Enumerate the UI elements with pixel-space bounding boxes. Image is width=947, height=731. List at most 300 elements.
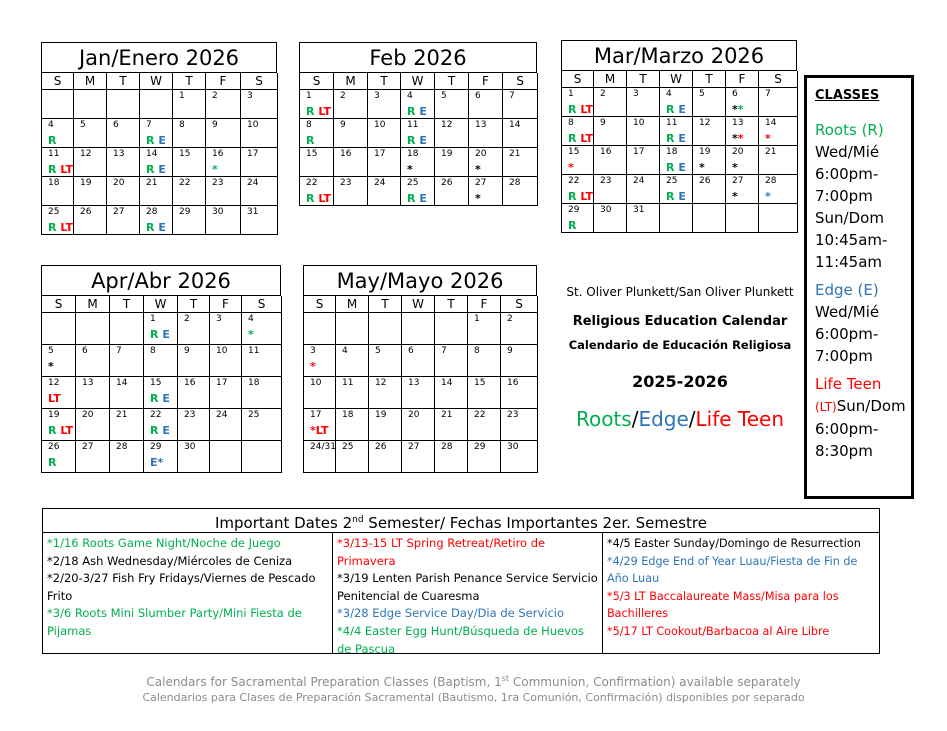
- weekday-header: T: [435, 73, 469, 90]
- calendar-title: Feb 2026: [300, 43, 537, 73]
- day-cell: [304, 313, 336, 345]
- important-dates-heading: [43, 509, 879, 533]
- day-cell: [401, 119, 435, 148]
- weekday-header: S: [300, 73, 334, 90]
- day-number: 17: [216, 378, 228, 388]
- day-number: 17: [247, 149, 259, 159]
- day-cell: [144, 441, 178, 473]
- day-number: 3: [216, 314, 222, 324]
- day-number: 3: [633, 89, 639, 99]
- class-markers: [150, 328, 170, 341]
- day-cell: [242, 441, 282, 473]
- day-cell: [110, 345, 144, 377]
- class-markers: [475, 163, 481, 176]
- day-number: 27: [475, 178, 487, 188]
- calendar-title-english: Religious Education Calendar: [572, 314, 788, 329]
- class-marker: E: [674, 161, 686, 174]
- day-cell: [334, 148, 368, 177]
- day-cell: [369, 313, 402, 345]
- roots-line: Wed/Mié: [815, 143, 880, 161]
- lifeteen-group: [815, 373, 911, 462]
- day-cell: [627, 88, 660, 117]
- day-number: 25: [48, 207, 60, 217]
- weekday-header: M: [336, 296, 369, 313]
- class-marker: *: [732, 161, 738, 174]
- day-number: 27: [732, 176, 744, 186]
- class-marker: E: [674, 190, 686, 203]
- day-number: 2: [184, 314, 190, 324]
- day-cell: [402, 377, 435, 409]
- day-cell: [173, 206, 206, 235]
- calendar-january: [41, 42, 277, 235]
- day-cell: [435, 148, 469, 177]
- day-number: 6: [732, 89, 738, 99]
- dates-column-2: [333, 533, 603, 654]
- class-marker: *: [765, 132, 771, 145]
- day-cell: [402, 345, 435, 377]
- day-cell: [242, 409, 282, 441]
- day-number: 31: [633, 205, 645, 215]
- day-number: 1: [568, 89, 574, 99]
- day-cell: [173, 119, 206, 148]
- day-cell: [759, 146, 798, 175]
- day-cell: [660, 117, 693, 146]
- day-cell: [42, 177, 74, 206]
- day-cell: [435, 177, 469, 206]
- class-marker: R: [666, 190, 675, 203]
- important-date-item: *5/3 LT Baccalaureate Mass/Misa para los Bachilleres: [607, 589, 839, 621]
- day-cell: [42, 313, 76, 345]
- day-cell: [468, 409, 501, 441]
- weekday-header: T: [107, 73, 140, 90]
- day-cell: [726, 88, 759, 117]
- class-marker: R: [568, 190, 577, 203]
- day-cell: [627, 146, 660, 175]
- day-cell: [594, 175, 627, 204]
- class-markers: [568, 190, 593, 203]
- day-cell: [206, 119, 241, 148]
- weekday-header: T: [435, 296, 468, 313]
- day-cell: [726, 117, 759, 146]
- day-number: 28: [116, 442, 128, 452]
- class-marker: LT: [314, 105, 332, 118]
- roots-line: 7:00pm: [815, 187, 873, 205]
- program-slash: /: [631, 407, 639, 431]
- weekday-header: T: [173, 73, 206, 90]
- class-marker: E: [154, 163, 166, 176]
- day-cell: [42, 345, 76, 377]
- day-number: 28: [765, 176, 777, 186]
- day-cell: [42, 441, 76, 473]
- day-number: 24: [374, 178, 386, 188]
- day-number: 12: [375, 378, 387, 388]
- day-cell: [144, 313, 178, 345]
- day-number: 24: [633, 176, 645, 186]
- class-marker: E: [158, 392, 170, 405]
- day-cell: [594, 117, 627, 146]
- day-number: 15: [179, 149, 191, 159]
- day-number: 29: [150, 442, 162, 452]
- day-cell: [334, 177, 368, 206]
- class-marker: *: [699, 161, 705, 174]
- day-cell: [726, 204, 759, 233]
- day-number: 2: [507, 314, 513, 324]
- day-number: 13: [113, 149, 125, 159]
- class-markers: [407, 163, 413, 176]
- day-cell: [562, 204, 594, 233]
- day-cell: [42, 206, 74, 235]
- day-cell: [76, 409, 110, 441]
- important-date-item: *2/18 Ash Wednesday/Miércoles de Ceniza: [47, 553, 293, 568]
- day-number: 30: [600, 205, 612, 215]
- class-markers: [48, 392, 61, 405]
- school-year: 2025-2026: [632, 372, 728, 391]
- day-cell: [368, 119, 401, 148]
- day-cell: [336, 345, 369, 377]
- day-cell: [627, 204, 660, 233]
- day-number: 22: [179, 178, 191, 188]
- day-number: 5: [441, 91, 447, 101]
- day-cell: [501, 377, 538, 409]
- day-cell: [759, 88, 798, 117]
- class-marker: R: [150, 424, 159, 437]
- day-cell: [107, 206, 140, 235]
- day-cell: [402, 409, 435, 441]
- weekday-header: T: [178, 296, 210, 313]
- roots-line: 11:45am: [815, 253, 883, 271]
- weekday-header: W: [660, 71, 693, 88]
- day-cell: [42, 90, 74, 119]
- weekday-header: F: [468, 296, 501, 313]
- day-cell: [304, 377, 336, 409]
- day-number: 18: [248, 378, 260, 388]
- class-marker: R: [146, 221, 155, 234]
- day-number: 29: [179, 207, 191, 217]
- day-number: 10: [633, 118, 645, 128]
- class-marker: E: [674, 132, 686, 145]
- weekday-header: W: [402, 296, 435, 313]
- day-cell: [503, 90, 538, 119]
- day-cell: [144, 345, 178, 377]
- day-cell: [627, 117, 660, 146]
- class-marker: R: [407, 105, 416, 118]
- day-number: 8: [306, 120, 312, 130]
- class-marker: LT: [56, 163, 74, 176]
- day-cell: [401, 148, 435, 177]
- day-number: 21: [146, 178, 158, 188]
- day-number: 26: [80, 207, 92, 217]
- important-date-item: *4/4 Easter Egg Hunt/Búsqueda de Huevos de Pascua: [337, 623, 585, 656]
- edge-line: 7:00pm: [815, 347, 873, 365]
- day-number: 15: [306, 149, 318, 159]
- class-marker: *: [157, 456, 164, 469]
- class-markers: [732, 161, 738, 174]
- day-number: 2: [600, 89, 606, 99]
- heading-part: Semester/ Fechas Importantes 2er. Semestre: [363, 514, 707, 532]
- day-cell: [42, 119, 74, 148]
- class-marker: LT: [48, 392, 61, 405]
- day-cell: [206, 90, 241, 119]
- class-marker: *: [48, 360, 54, 373]
- day-number: 6: [475, 91, 481, 101]
- day-cell: [42, 409, 76, 441]
- day-cell: [140, 90, 173, 119]
- day-number: 26: [375, 442, 387, 452]
- important-date-item: *2/20-3/27 Fish Fry Fridays/Viernes de Pescado Frito: [47, 571, 316, 603]
- class-markers: [212, 163, 218, 176]
- day-cell: [562, 88, 594, 117]
- class-markers: [568, 161, 574, 174]
- day-cell: [469, 90, 503, 119]
- day-cell: [503, 148, 538, 177]
- day-number: 1: [179, 91, 185, 101]
- day-cell: [300, 90, 334, 119]
- class-markers: [306, 134, 314, 147]
- weekday-header: S: [241, 73, 278, 90]
- class-markers: [150, 392, 170, 405]
- day-number: 22: [474, 410, 486, 420]
- day-cell: [210, 313, 242, 345]
- day-number: 18: [666, 147, 678, 157]
- day-number: 10: [216, 346, 228, 356]
- day-number: 10: [374, 120, 386, 130]
- class-markers: [666, 132, 686, 145]
- day-cell: [76, 313, 110, 345]
- day-number: 19: [375, 410, 387, 420]
- day-number: 10: [310, 378, 322, 388]
- day-cell: [726, 175, 759, 204]
- class-marker: E: [154, 221, 166, 234]
- class-markers: [407, 192, 427, 205]
- day-cell: [178, 345, 210, 377]
- class-markers: [306, 105, 331, 118]
- day-cell: [503, 177, 538, 206]
- important-dates-table: [42, 508, 880, 654]
- day-number: 20: [113, 178, 125, 188]
- calendar-title: May/Mayo 2026: [304, 266, 537, 296]
- day-cell: [562, 117, 594, 146]
- day-number: 13: [732, 118, 744, 128]
- day-number: 13: [82, 378, 94, 388]
- day-number: 11: [48, 149, 60, 159]
- class-marker: R: [48, 221, 57, 234]
- day-number: 24/31: [310, 442, 336, 452]
- day-cell: [368, 148, 401, 177]
- weekday-header: M: [76, 296, 110, 313]
- weekday-header: F: [206, 73, 241, 90]
- class-marker: E: [415, 192, 427, 205]
- class-marker: *: [732, 103, 738, 116]
- class-markers: [150, 456, 163, 469]
- important-date-item: *1/16 Roots Game Night/Noche de Juego: [47, 536, 281, 550]
- day-number: 9: [600, 118, 606, 128]
- day-number: 1: [306, 91, 312, 101]
- important-date-item: *3/19 Lenten Parish Penance Service Servicio Penitencial de Cuaresma: [337, 571, 598, 603]
- day-number: 28: [146, 207, 158, 217]
- day-cell: [178, 313, 210, 345]
- day-number: 8: [179, 120, 185, 130]
- weekday-header: W: [401, 73, 435, 90]
- day-cell: [173, 148, 206, 177]
- day-cell: [435, 377, 468, 409]
- day-cell: [206, 206, 241, 235]
- day-cell: [210, 345, 242, 377]
- day-cell: [74, 177, 107, 206]
- day-cell: [759, 117, 798, 146]
- class-markers: [407, 134, 427, 147]
- day-number: 10: [247, 120, 259, 130]
- class-marker: R: [146, 163, 155, 176]
- class-markers: [248, 328, 254, 341]
- class-markers: [765, 190, 771, 203]
- day-cell: [304, 409, 336, 441]
- important-date-item: *3/13-15 LT Spring Retreat/Retiro de Primavera: [337, 536, 546, 568]
- day-number: 14: [441, 378, 453, 388]
- class-markers: [48, 360, 54, 373]
- day-number: 22: [150, 410, 162, 420]
- day-number: 16: [212, 149, 224, 159]
- day-cell: [241, 90, 278, 119]
- day-number: 27: [82, 442, 94, 452]
- parish-name: St. Oliver Plunkett/San Oliver Plunkett: [566, 285, 794, 299]
- day-cell: [435, 119, 469, 148]
- class-marker: LT: [576, 190, 594, 203]
- day-cell: [242, 377, 282, 409]
- lifeteen-line: 6:00pm-: [815, 420, 879, 438]
- program-roots: Roots: [575, 407, 632, 431]
- day-cell: [594, 88, 627, 117]
- day-number: 3: [374, 91, 380, 101]
- day-cell: [74, 148, 107, 177]
- day-number: 4: [407, 91, 413, 101]
- day-cell: [562, 175, 594, 204]
- day-cell: [402, 313, 435, 345]
- day-number: 26: [699, 176, 711, 186]
- class-markers: [146, 221, 166, 234]
- weekday-header: T: [368, 73, 401, 90]
- dates-column-1: [43, 533, 333, 654]
- day-cell: [402, 441, 435, 473]
- class-marker: R: [666, 161, 675, 174]
- roots-label: Roots (R): [815, 121, 884, 139]
- calendar-title: Apr/Abr 2026: [42, 266, 281, 296]
- weekday-header: T: [369, 296, 402, 313]
- day-number: 14: [146, 149, 158, 159]
- day-number: 1: [474, 314, 480, 324]
- day-cell: [336, 377, 369, 409]
- day-number: 25: [248, 410, 260, 420]
- day-number: 3: [310, 346, 316, 356]
- weekday-header: W: [144, 296, 178, 313]
- day-number: 9: [340, 120, 346, 130]
- class-marker: R: [150, 328, 159, 341]
- weekday-header: T: [693, 71, 726, 88]
- roots-line: Sun/Dom: [815, 209, 884, 227]
- day-number: 5: [375, 346, 381, 356]
- class-markers: [732, 132, 744, 145]
- class-marker: E: [150, 456, 158, 469]
- class-marker: *: [475, 192, 481, 205]
- program-lifeteen: Life Teen: [695, 407, 785, 431]
- day-cell: [110, 409, 144, 441]
- important-date-item: *3/28 Edge Service Day/Dia de Servicio: [337, 606, 565, 621]
- calendar-march: [561, 40, 797, 233]
- day-number: 24: [247, 178, 259, 188]
- day-number: 9: [212, 120, 218, 130]
- day-cell: [76, 441, 110, 473]
- day-number: 18: [407, 149, 419, 159]
- day-cell: [468, 377, 501, 409]
- day-number: 4: [342, 346, 348, 356]
- class-marker: R: [666, 103, 675, 116]
- day-cell: [369, 377, 402, 409]
- class-marker: R: [568, 103, 577, 116]
- important-date-item: *5/17 LT Cookout/Barbacoa al Aire Libre: [607, 624, 830, 638]
- day-number: 11: [342, 378, 354, 388]
- day-number: 27: [113, 207, 125, 217]
- class-marker: *: [248, 328, 254, 341]
- day-cell: [501, 441, 538, 473]
- class-marker: R: [146, 134, 155, 147]
- weekday-header: M: [74, 73, 107, 90]
- calendar-info: [560, 284, 800, 431]
- class-marker: LT: [576, 132, 594, 145]
- day-cell: [110, 441, 144, 473]
- class-marker: LT: [56, 221, 74, 234]
- day-cell: [107, 119, 140, 148]
- calendar-title: Jan/Enero 2026: [42, 43, 277, 73]
- footer-spanish: Calendarios para Clases de Preparación Sacramental (Bautismo, 1ra Comunión, Confirmación) disponibles por separado: [142, 691, 805, 704]
- day-cell: [693, 146, 726, 175]
- class-marker: R: [306, 192, 315, 205]
- calendar-may: [303, 265, 537, 473]
- class-markers: [666, 161, 686, 174]
- day-number: 23: [507, 410, 519, 420]
- day-number: 7: [146, 120, 152, 130]
- day-number: 25: [407, 178, 419, 188]
- day-cell: [726, 146, 759, 175]
- day-number: 27: [408, 442, 420, 452]
- weekday-header: S: [562, 71, 594, 88]
- day-number: 30: [212, 207, 224, 217]
- day-number: 13: [475, 120, 487, 130]
- day-cell: [759, 204, 798, 233]
- day-number: 4: [48, 120, 54, 130]
- weekday-header: S: [242, 296, 282, 313]
- day-number: 17: [633, 147, 645, 157]
- day-number: 1: [150, 314, 156, 324]
- weekday-header: T: [110, 296, 144, 313]
- weekday-header: T: [627, 71, 660, 88]
- class-marker: R: [568, 132, 577, 145]
- class-marker: *: [212, 163, 218, 176]
- day-cell: [110, 377, 144, 409]
- class-marker: R: [666, 132, 675, 145]
- day-number: 7: [765, 89, 771, 99]
- class-markers: [48, 134, 56, 147]
- class-markers: [475, 192, 481, 205]
- program-slash: /: [688, 407, 696, 431]
- day-number: 6: [113, 120, 119, 130]
- day-cell: [107, 90, 140, 119]
- heading-part: Important Dates 2: [215, 514, 353, 532]
- day-number: 20: [732, 147, 744, 157]
- day-cell: [435, 345, 468, 377]
- day-cell: [469, 119, 503, 148]
- day-number: 8: [150, 346, 156, 356]
- day-cell: [300, 119, 334, 148]
- classes-box: [804, 75, 914, 499]
